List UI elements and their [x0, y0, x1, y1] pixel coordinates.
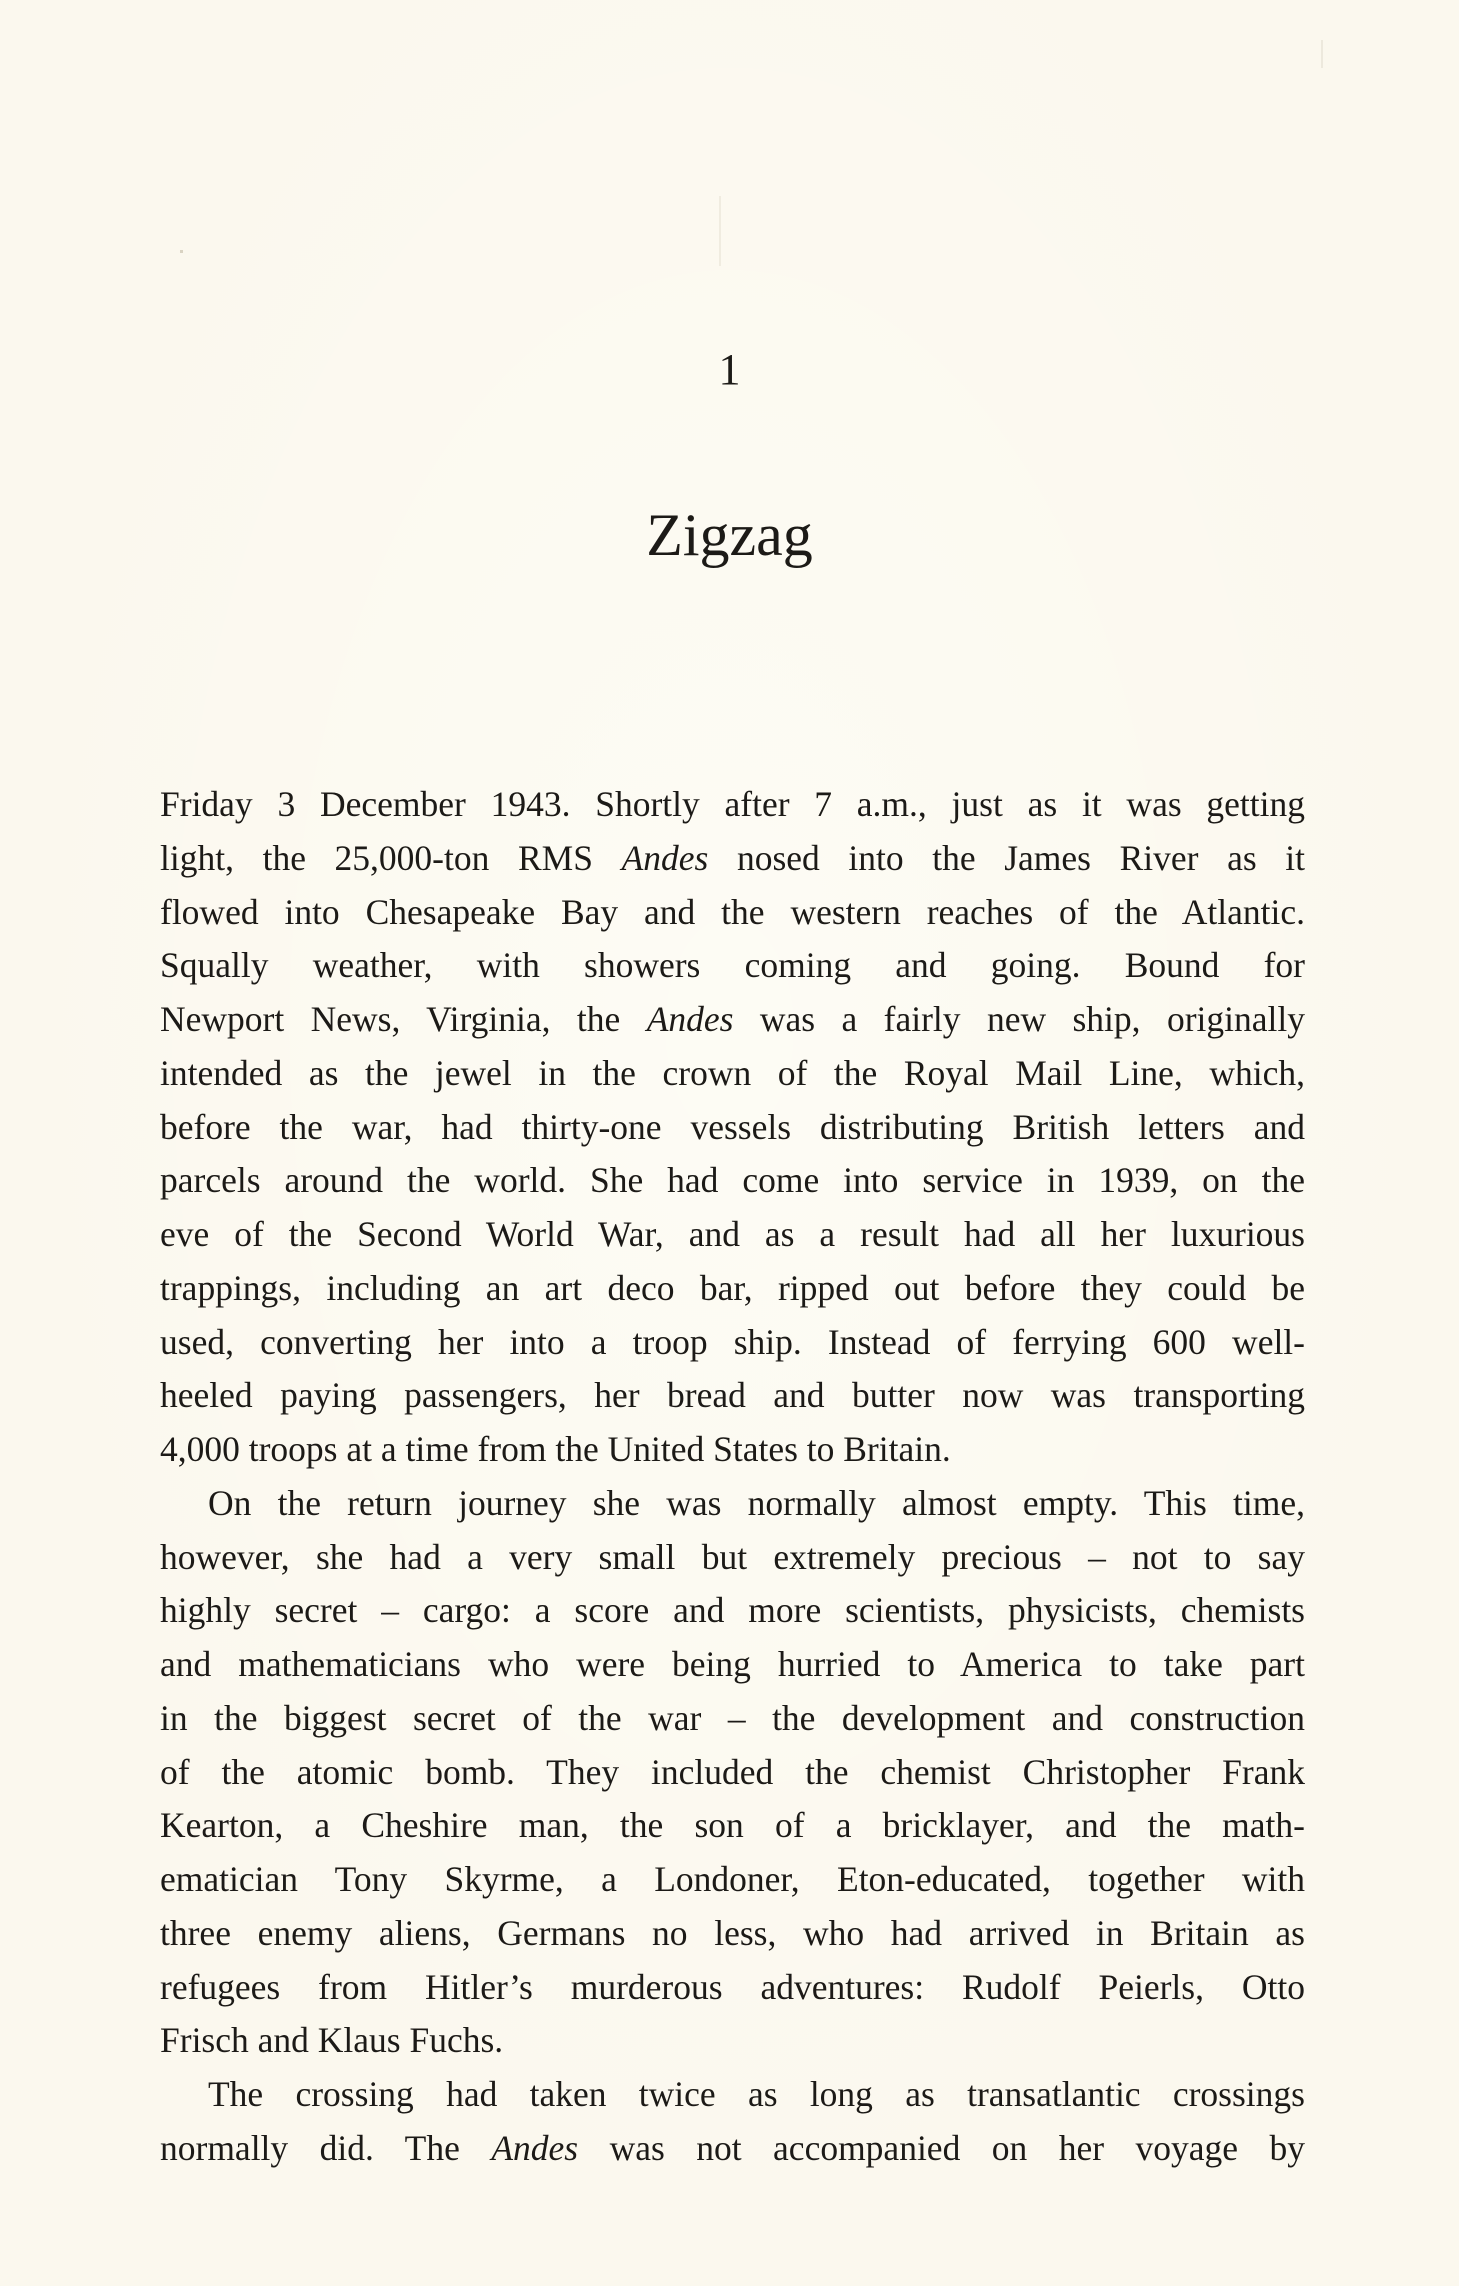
text-line: used, converting her into a troop ship. Instead of ferrying 600 well-	[160, 1321, 1305, 1362]
text-line: The crossing had taken twice as long as transatlantic crossings	[208, 2074, 1305, 2114]
chapter-body-text	[160, 778, 1305, 2176]
chapter-number: 1	[718, 345, 741, 394]
text-line: light, the 25,000-ton RMS Andes nosed into the James River as it	[160, 837, 1305, 878]
chapter-title: Zigzag	[646, 502, 813, 568]
text-line: and mathematicians who were being hurried to America to take part	[160, 1644, 1305, 1684]
text-line: Squally weather, with showers coming and going. Bound for	[160, 945, 1305, 986]
text-line: Friday 3 December 1943. Shortly after 7 a.m., just as it was getting	[160, 784, 1305, 824]
text-line: Newport News, Virginia, the Andes was a fairly new ship, originally	[160, 999, 1305, 1039]
text-line: trappings, including an art deco bar, ripped out before they could be	[160, 1267, 1305, 1308]
text-line: Kearton, a Cheshire man, the son of a bricklayer, and the math-	[160, 1805, 1305, 1846]
text-line: intended as the jewel in the crown of the Royal Mail Line, which,	[160, 1052, 1305, 1093]
text-line: Frisch and Klaus Fuchs.	[160, 2020, 504, 2061]
text-line: parcels around the world. She had come into service in 1939, on the	[160, 1160, 1305, 1201]
text-line: ematician Tony Skyrme, a Londoner, Eton-educated, together with	[160, 1859, 1305, 1899]
italic-ship-name: Andes	[646, 999, 734, 1039]
text-line: 4,000 troops at a time from the United States to Britain.	[160, 1429, 951, 1469]
paper-mark	[719, 196, 721, 266]
paper-mark	[1321, 40, 1323, 68]
text-line: before the war, had thirty-one vessels distributing British letters and	[160, 1106, 1305, 1147]
text-line: highly secret – cargo: a score and more scientists, physicists, chemists	[160, 1590, 1305, 1631]
text-line: normally did. The Andes was not accompanied on her voyage by	[160, 2127, 1305, 2168]
paper-speck	[180, 250, 183, 253]
text-line: three enemy aliens, Germans no less, who had arrived in Britain as	[160, 1912, 1305, 1953]
text-line: refugees from Hitler’s murderous adventures: Rudolf Peierls, Otto	[160, 1966, 1305, 2007]
text-line: of the atomic bomb. They included the chemist Christopher Frank	[160, 1751, 1305, 1792]
text-line: however, she had a very small but extremely precious – not to say	[160, 1536, 1305, 1577]
italic-ship-name: Andes	[491, 2127, 579, 2168]
text-line: eve of the Second World War, and as a result had all her luxurious	[160, 1214, 1305, 1254]
text-line: in the biggest secret of the war – the development and construction	[160, 1697, 1305, 1738]
text-line: heeled paying passengers, her bread and butter now was transporting	[160, 1375, 1305, 1416]
text-line: On the return journey she was normally almost empty. This time,	[208, 1482, 1305, 1523]
italic-ship-name: Andes	[621, 837, 709, 878]
text-line: flowed into Chesapeake Bay and the western reaches of the Atlantic.	[160, 891, 1305, 932]
